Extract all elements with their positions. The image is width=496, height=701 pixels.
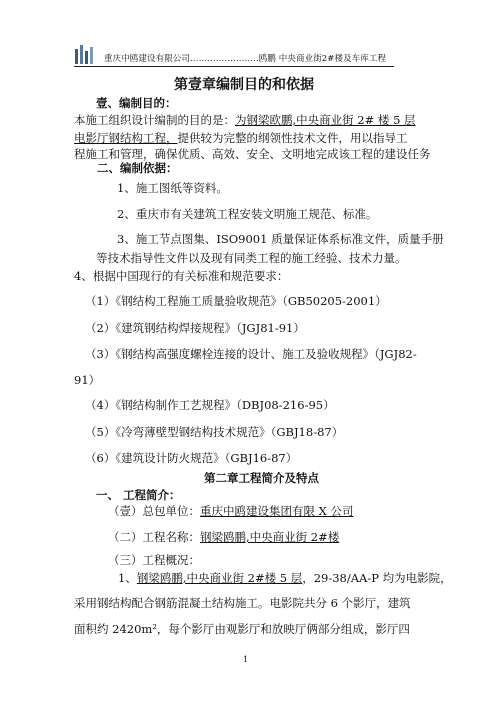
purpose-line-2 xyxy=(74,131,408,145)
basis-item-2: 2、重庆市有关建筑工程安装文明施工规范、标准。 xyxy=(117,207,378,221)
overview-line1-underlined: 钢梁鸥鹏,中央商业街 2#楼 5 层 xyxy=(136,571,303,585)
standard-item-continuation: 91） xyxy=(74,373,101,387)
section2-heading: 二、编制依据： xyxy=(97,161,178,175)
contractor-line xyxy=(108,504,354,518)
purpose-line-3: 程施工和管理，确保优质、高效、安全、文明地完成该工程的建设任务 xyxy=(74,147,431,161)
standard-item: （4）《钢结构制作工艺规程》（DBJ08-216-95） xyxy=(85,398,335,412)
project-value: 钢梁鸥鹏,中央商业街 2#楼 xyxy=(200,530,340,544)
page-number: 1 xyxy=(243,655,249,664)
header-text: 重庆中鸥建设有限公司……………………鸥鹏 中央商业街2#楼及车库工程 xyxy=(104,54,387,64)
purpose-line1-prefix: 本施工组织设计编制的目的是： xyxy=(74,113,235,127)
basis-item-1: 1、施工图纸等资料。 xyxy=(117,181,228,195)
overview-line-2: 采用钢结构配合钢筋混凝土结构施工。电影院共分 6 个影厅，建筑 xyxy=(74,596,411,610)
chapter2-section1-heading: 一、 工程简介： xyxy=(96,488,181,502)
basis-item-3-line-1: 3、施工节点图集、ISO9001 质量保证体系标准文件，质量手册 xyxy=(117,232,444,246)
header-divider xyxy=(74,66,394,67)
purpose-line2-underlined: 电影厅钢结构工程， xyxy=(74,131,178,145)
chapter1-title: 第壹章编制目的和依据 xyxy=(174,77,314,93)
project-label: （二）工程名称： xyxy=(108,530,200,544)
basis-item-3-line-2: 等技术指导性文件以及现有同类工程的施工经验、技术力量。 xyxy=(96,251,407,265)
basis-item-4: 4、根据中国现行的有关标准和规范要求： xyxy=(74,269,289,283)
overview-label: （三）工程概况： xyxy=(108,553,200,567)
contractor-label: （壹）总包单位： xyxy=(108,504,200,518)
purpose-line-1 xyxy=(74,113,416,127)
project-name-line xyxy=(108,530,339,544)
company-logo-icon xyxy=(74,43,96,65)
standard-item: （2）《建筑钢结构焊接规程》（JGJ81-91） xyxy=(85,321,305,335)
purpose-line1-underlined: 为钢梁欧鹏,中央商业街 2# 楼 5 层 xyxy=(235,113,416,127)
overview-line1-prefix: 1、 xyxy=(118,571,137,585)
overview-line-1 xyxy=(118,571,452,585)
contractor-value: 重庆中鸥建设集团有限 X 公司 xyxy=(200,504,354,518)
standard-item: （1）《钢结构工程施工质量验收规范》（GB50205-2001） xyxy=(85,294,387,308)
section1-heading: 壹、编制目的： xyxy=(96,96,177,110)
purpose-line2-rest: 提供较为完整的纲领性技术文件，用以指导工 xyxy=(177,131,408,145)
chapter2-title: 第二章工程简介及特点 xyxy=(204,471,319,485)
overview-line1-rest: ，29-38/AA-P 均为电影院， xyxy=(302,571,452,585)
overview-line-3: 面积约 2420m²，每个影厅由观影厅和放映厅俩部分组成，影厅四 xyxy=(74,622,410,636)
standard-item: （5）《冷弯薄壁型钢结构技术规范》（GBJ18-87） xyxy=(85,425,344,439)
standard-item: （3）《钢结构高强度螺栓连接的设计、施工及验收规程》（JGJ82- xyxy=(85,347,417,361)
standard-item: （6）《建筑设计防火规范》（GBJ16-87） xyxy=(85,451,298,465)
